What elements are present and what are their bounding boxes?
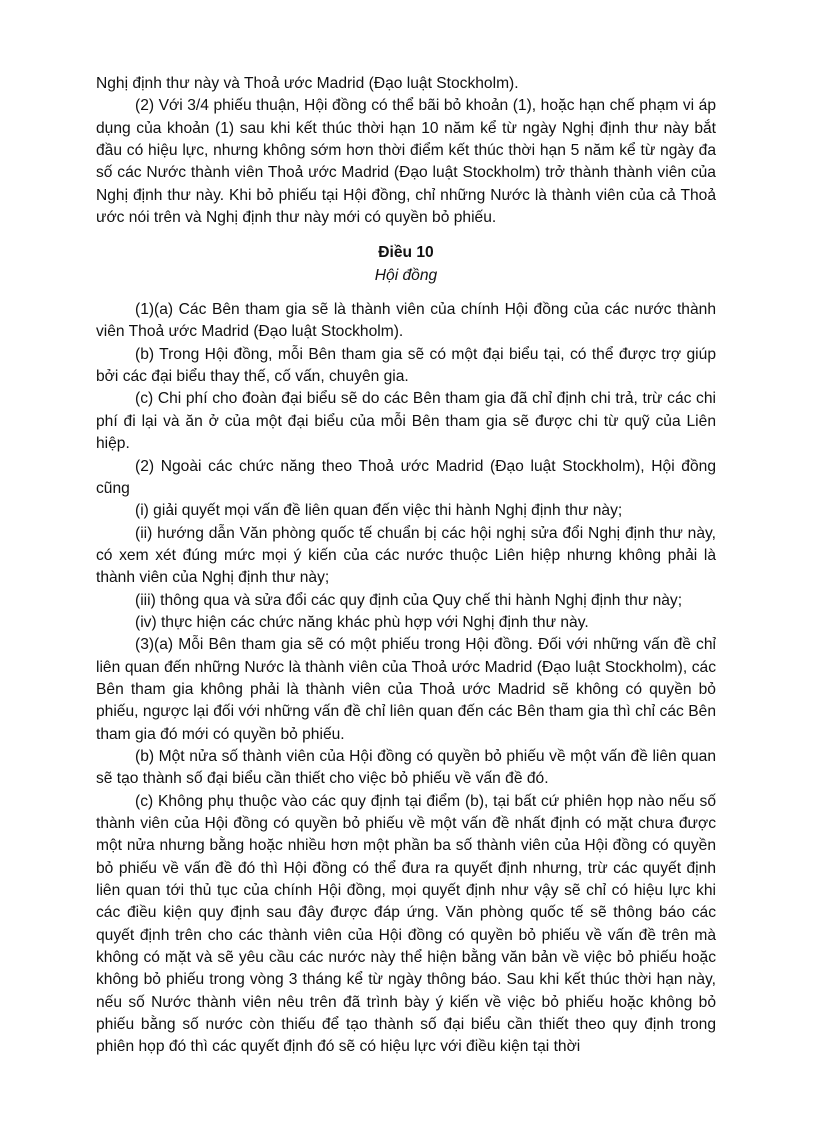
- paragraph-2-iv: (iv) thực hiện các chức năng khác phù hợp với Nghị định thư này.: [135, 613, 589, 631]
- paragraph-2-ii: (ii) hướng dẫn Văn phòng quốc tế chuẩn bị các hội nghị sửa đổi Nghị định thư này, có xem xét đúng mức mọi ý kiến của các nước thuộc Liên hiệp nhưng không phải là thành viên của Nghị định thư này;: [96, 524, 716, 587]
- document-page: [96, 73, 716, 1059]
- article-title: Điều 10: [378, 244, 434, 262]
- paragraph-2-iii: (iii) thông qua và sửa đổi các quy định của Quy chế thi hành Nghị định thư này;: [135, 591, 683, 609]
- paragraph-3c: (c) Không phụ thuộc vào các quy định tại điểm (b), tại bất cứ phiên họp nào nếu số thành viên của Hội đồng có quyền bỏ phiếu về một vấn đề nhất định có mặt chưa được một nửa nhưng bằng hoặc nhiều hơn một phần ba số thành viên của Hội đồng có quyền bỏ phiếu về vấn đề đó thì Hội đồng có thể đưa ra quyết định nhưng, trừ các quyết định liên quan tới thủ tục của chính Hội đồng, mọi quyết định như vậy sẽ chỉ có hiệu lực khi các điều kiện quy định sau đây được đáp ứng. Văn phòng quốc tế sẽ thông báo các quyết định trên cho các thành viên của Hội đồng có quyền bỏ phiếu về vấn đề trên mà không có mặt và sẽ yêu cầu các nước này thể hiện bằng văn bản về việc bỏ phiếu hoặc không bỏ phiếu trong vòng 3 tháng kể từ ngày thông báo. Sau khi kết thúc thời hạn này, nếu số Nước thành viên nêu trên đã trình bày ý kiến về việc bỏ phiếu hoặc không bỏ phiếu bằng số nước còn thiếu để tạo thành số đại biểu cần thiết theo quy định trong phiên họp đó thì các quyết định đó sẽ có hiệu lực với điều kiện tại thời: [96, 792, 716, 1056]
- paragraph-clause-2: (2) Với 3/4 phiếu thuận, Hội đồng có thể bãi bỏ khoản (1), hoặc hạn chế phạm vi áp dụng của khoản (1) sau khi kết thúc thời hạn 10 năm kể từ ngày Nghị định thư này bắt đầu có hiệu lực, nhưng không sớm hơn thời điểm kết thúc thời hạn 5 năm kể từ ngày đa số các Nước thành viên Thoả ước Madrid (Đạo luật Stockholm) trở thành thành viên của Nghị định thư này. Khi bỏ phiếu tại Hội đồng, chỉ những Nước là thành viên của cả Thoả ước nói trên và Nghị định thư này mới có quyền bỏ phiếu.: [96, 97, 716, 227]
- article-subtitle: Hội đồng: [374, 266, 438, 284]
- paragraph-continuation: Nghị định thư này và Thoả ước Madrid (Đạo luật Stockholm).: [96, 75, 519, 92]
- paragraph-3a: (3)(a) Mỗi Bên tham gia sẽ có một phiếu trong Hội đồng. Đối với những vấn đề chỉ liên quan đến những Nước là thành viên của Thoả ước Madrid (Đạo luật Stockholm), các Bên tham gia không phải là thành viên của Thoả ước Madrid sẽ không có quyền bỏ phiếu, ngược lại đối với những vấn đề chỉ liên quan đến các Bên tham gia thì chỉ các Bên tham gia đó mới có quyền bỏ phiếu.: [96, 636, 716, 743]
- paragraph-3b: (b) Một nửa số thành viên của Hội đồng có quyền bỏ phiếu về một vấn đề liên quan sẽ tạo thành số đại biểu cần thiết cho việc bỏ phiếu về vấn đề đó.: [96, 747, 716, 788]
- paragraph-1a: (1)(a) Các Bên tham gia sẽ là thành viên của chính Hội đồng của các nước thành viên Thoả ước Madrid (Đạo luật Stockholm).: [96, 301, 716, 341]
- paragraph-2: (2) Ngoài các chức năng theo Thoả ước Madrid (Đạo luật Stockholm), Hội đồng cũng: [96, 457, 716, 497]
- paragraph-1b: (b) Trong Hội đồng, mỗi Bên tham gia sẽ có một đại biểu tại, có thể được trợ giúp bởi các đại biểu thay thế, cố vấn, chuyên gia.: [96, 345, 716, 386]
- paragraph-1c: (c) Chi phí cho đoàn đại biểu sẽ do các Bên tham gia đã chỉ định chi trả, trừ các chi phí đi lại và ăn ở của một đại biểu của mỗi Bên tham gia sẽ được chi từ quỹ của Liên hiệp.: [96, 390, 716, 453]
- paragraph-2-i: (i) giải quyết mọi vấn đề liên quan đến việc thi hành Nghị định thư này;: [135, 502, 623, 520]
